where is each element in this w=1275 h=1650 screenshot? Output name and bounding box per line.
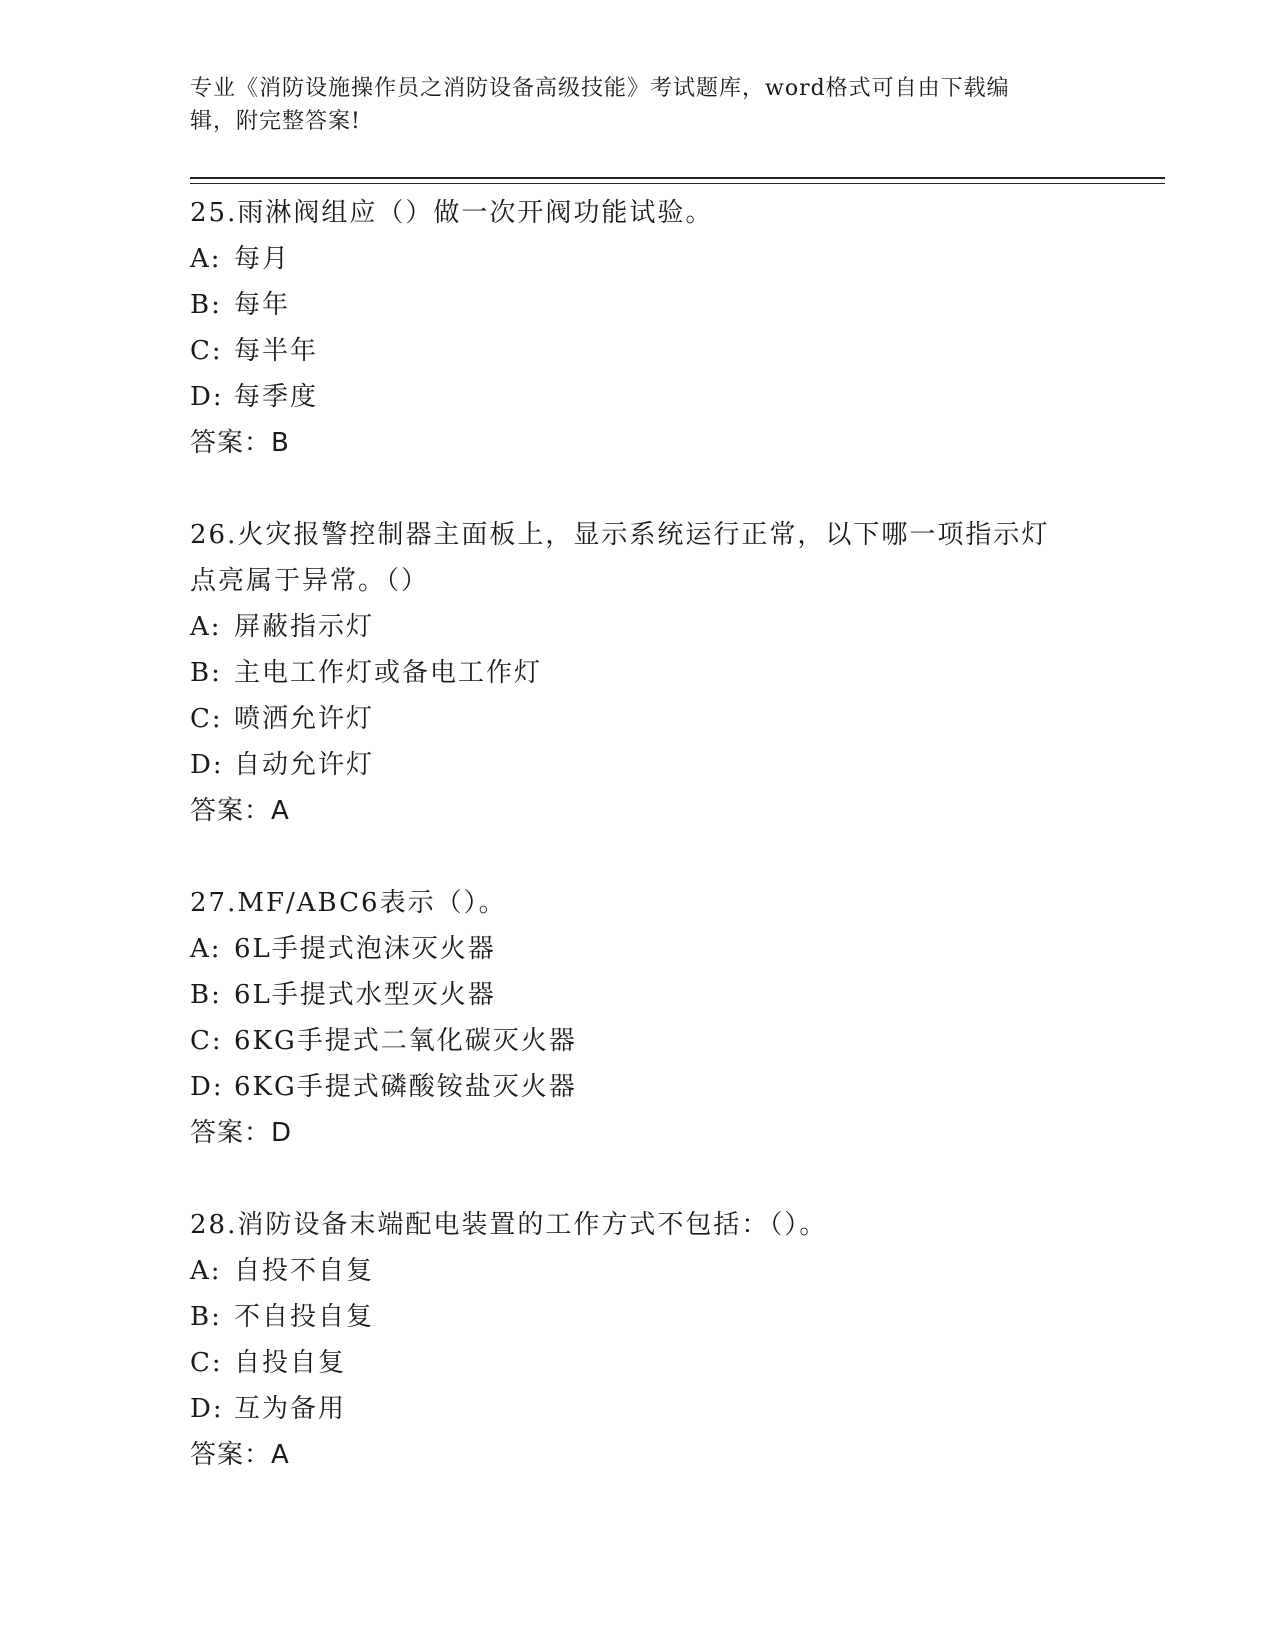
- question-text: 25.雨淋阀组应（）做一次开阀功能试验。: [190, 198, 714, 228]
- option-label: D:: [190, 382, 224, 412]
- question-25: [190, 190, 1090, 466]
- option-b: [190, 650, 1090, 696]
- answer-value: D: [271, 1118, 293, 1148]
- answer-prefix: 答案：: [190, 1118, 272, 1148]
- answer-value: A: [271, 796, 290, 826]
- document-header: [190, 72, 1090, 138]
- option-text: 每年: [234, 290, 291, 320]
- option-label: B:: [190, 290, 222, 320]
- option-text: 每季度: [234, 382, 319, 412]
- answer-line: [190, 1110, 1090, 1156]
- option-label: C:: [190, 336, 223, 366]
- option-d: [190, 374, 1090, 420]
- option-c: [190, 696, 1090, 742]
- option-c: [190, 1018, 1090, 1064]
- option-b: [190, 972, 1090, 1018]
- option-label: D:: [190, 1394, 224, 1424]
- option-d: [190, 1386, 1090, 1432]
- option-c: [190, 1340, 1090, 1386]
- option-label: C:: [190, 704, 223, 734]
- answer-prefix: 答案：: [190, 428, 272, 458]
- option-label: A:: [190, 1256, 222, 1286]
- question-list: [190, 190, 1090, 1478]
- option-label: C:: [190, 1348, 223, 1378]
- option-label: B:: [190, 658, 222, 688]
- option-text: 不自投自复: [234, 1302, 375, 1332]
- option-text: 6L手提式泡沫灭火器: [234, 934, 496, 964]
- question-text: 28.消防设备末端配电装置的工作方式不包括：（）。: [190, 1210, 828, 1240]
- option-b: [190, 282, 1090, 328]
- option-c: [190, 328, 1090, 374]
- option-label: A:: [190, 612, 222, 642]
- option-d: [190, 1064, 1090, 1110]
- option-text: 屏蔽指示灯: [234, 612, 375, 642]
- option-label: A:: [190, 244, 222, 274]
- option-text: 喷洒允许灯: [234, 704, 375, 734]
- option-text: 主电工作灯或备电工作灯: [234, 658, 543, 688]
- header-divider-thin: [190, 183, 1165, 184]
- header-divider-thick: [190, 177, 1165, 179]
- answer-line: [190, 420, 1090, 466]
- option-d: [190, 742, 1090, 788]
- question-28: [190, 1202, 1090, 1478]
- answer-prefix: 答案：: [190, 796, 272, 826]
- option-text: 自动允许灯: [234, 750, 375, 780]
- option-label: C:: [190, 1026, 223, 1056]
- question-text: 27.MF/ABC6表示（）。: [190, 888, 507, 918]
- option-text: 每半年: [234, 336, 319, 366]
- option-label: B:: [190, 980, 222, 1010]
- option-text: 自投自复: [234, 1348, 347, 1378]
- option-a: [190, 604, 1090, 650]
- header-line-2: 辑，附完整答案!: [190, 109, 361, 134]
- option-text: 每月: [234, 244, 291, 274]
- answer-value: A: [271, 1440, 290, 1470]
- option-a: [190, 926, 1090, 972]
- option-text: 互为备用: [234, 1394, 347, 1424]
- question-26: [190, 512, 1090, 834]
- option-label: A:: [190, 934, 222, 964]
- answer-prefix: 答案：: [190, 1440, 272, 1470]
- answer-line: [190, 1432, 1090, 1478]
- option-label: B:: [190, 1302, 222, 1332]
- option-text: 6L手提式水型灭火器: [234, 980, 496, 1010]
- option-a: [190, 1248, 1090, 1294]
- header-line-1: 专业《消防设施操作员之消防设备高级技能》考试题库，word格式可自由下载编: [190, 76, 1010, 101]
- option-label: D:: [190, 750, 224, 780]
- option-text: 6KG手提式磷酸铵盐灭火器: [234, 1072, 577, 1102]
- answer-line: [190, 788, 1090, 834]
- option-b: [190, 1294, 1090, 1340]
- answer-value: B: [271, 428, 290, 458]
- question-27: [190, 880, 1090, 1156]
- question-text: 26.火灾报警控制器主面板上，显示系统运行正常，以下哪一项指示灯点亮属于异常。（）: [190, 520, 1050, 596]
- option-a: [190, 236, 1090, 282]
- option-label: D:: [190, 1072, 224, 1102]
- option-text: 6KG手提式二氧化碳灭火器: [234, 1026, 577, 1056]
- option-text: 自投不自复: [234, 1256, 375, 1286]
